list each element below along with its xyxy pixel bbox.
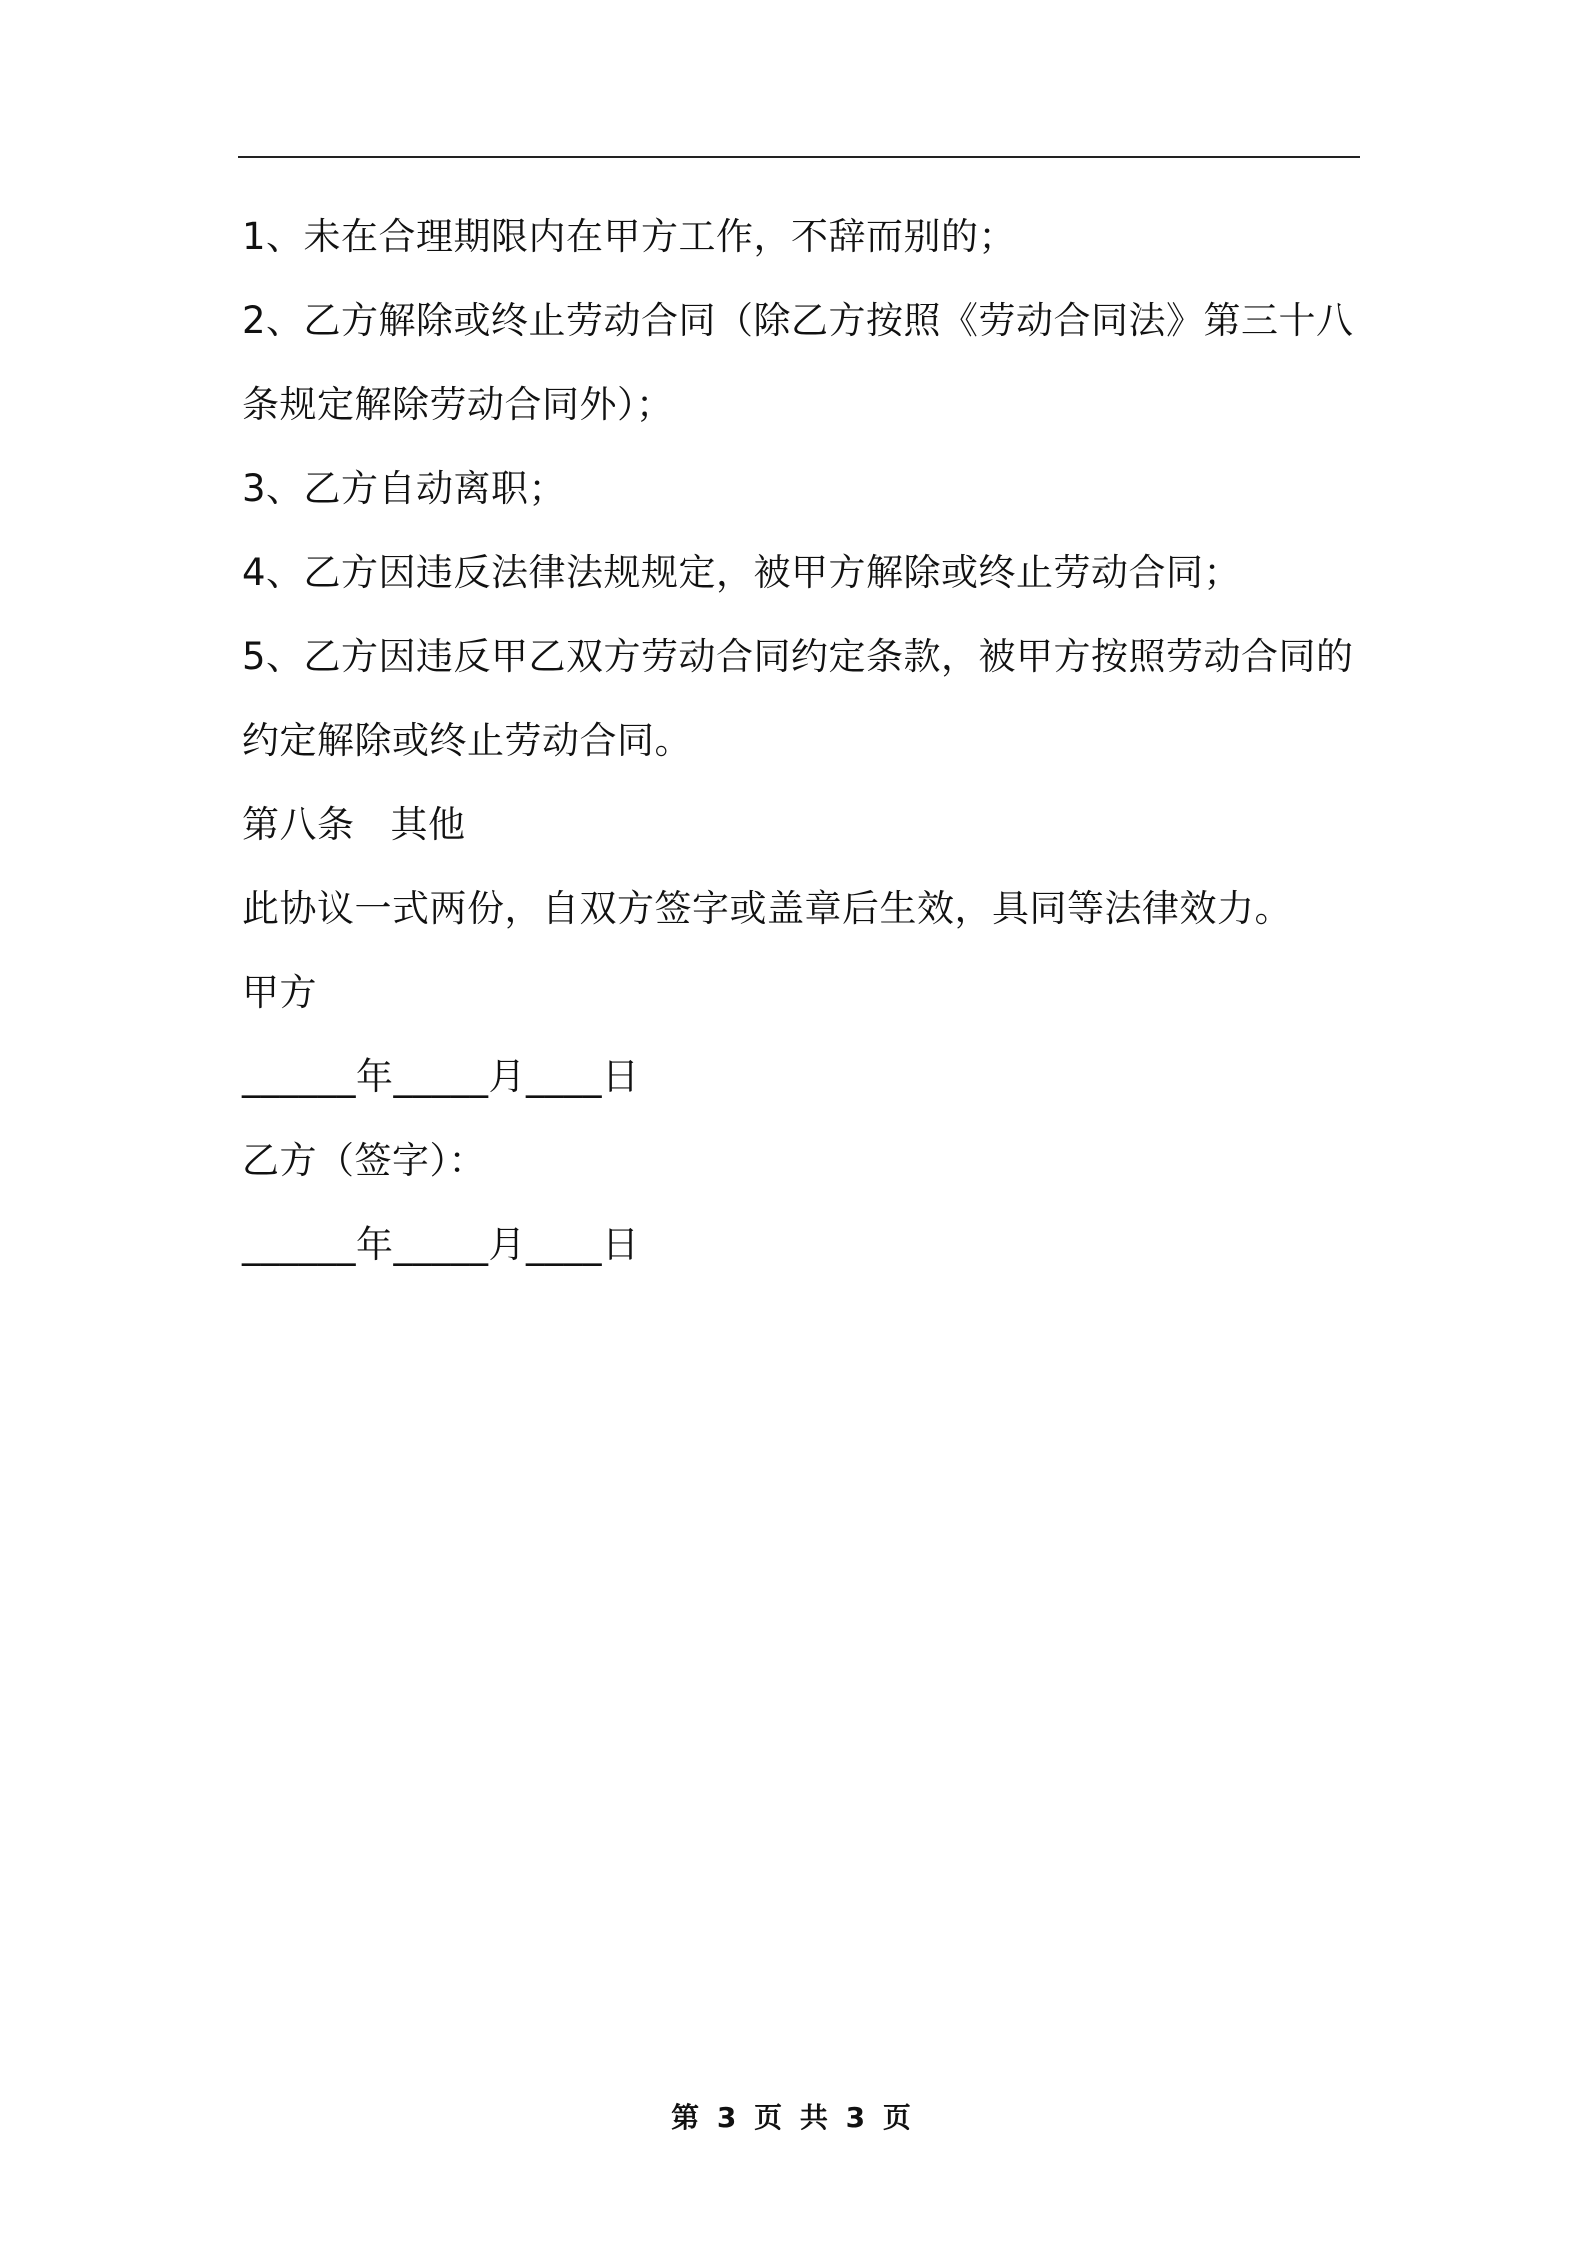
- document-body: [242, 195, 1362, 1287]
- article-heading: [242, 783, 1362, 867]
- article-title: 其他: [390, 803, 466, 846]
- header-rule: [238, 156, 1360, 158]
- party-a-label: 甲方: [242, 971, 317, 1014]
- list-item-5-line-1: 5、乙方因违反甲乙双方劳动合同约定条款，被甲方按照劳动合同的: [242, 635, 1354, 678]
- list-item-2-line-1: 2、乙方解除或终止劳动合同（除乙方按照《劳动合同法》第三十八: [242, 299, 1354, 342]
- list-item-4: 4、乙方因违反法律法规规定，被甲方解除或终止劳动合同；: [242, 551, 1242, 594]
- party-a-date-line: ______年_____月____日: [242, 1055, 640, 1098]
- list-item-1: 1、未在合理期限内在甲方工作，不辞而别的；: [242, 215, 1017, 258]
- agreement-text: 此协议一式两份，自双方签字或盖章后生效，具同等法律效力。: [242, 887, 1292, 930]
- list-item-5-line-2: 约定解除或终止劳动合同。: [242, 719, 692, 762]
- party-b-date-line: ______年_____月____日: [242, 1223, 640, 1266]
- list-item-2-line-2: 条规定解除劳动合同外）；: [242, 383, 674, 426]
- article-number: 第八条: [242, 803, 355, 846]
- page-footer: 第 3 页 共 3 页: [671, 2101, 915, 2134]
- party-b-label: 乙方（签字）：: [242, 1139, 486, 1182]
- list-item-3: 3、乙方自动离职；: [242, 467, 567, 510]
